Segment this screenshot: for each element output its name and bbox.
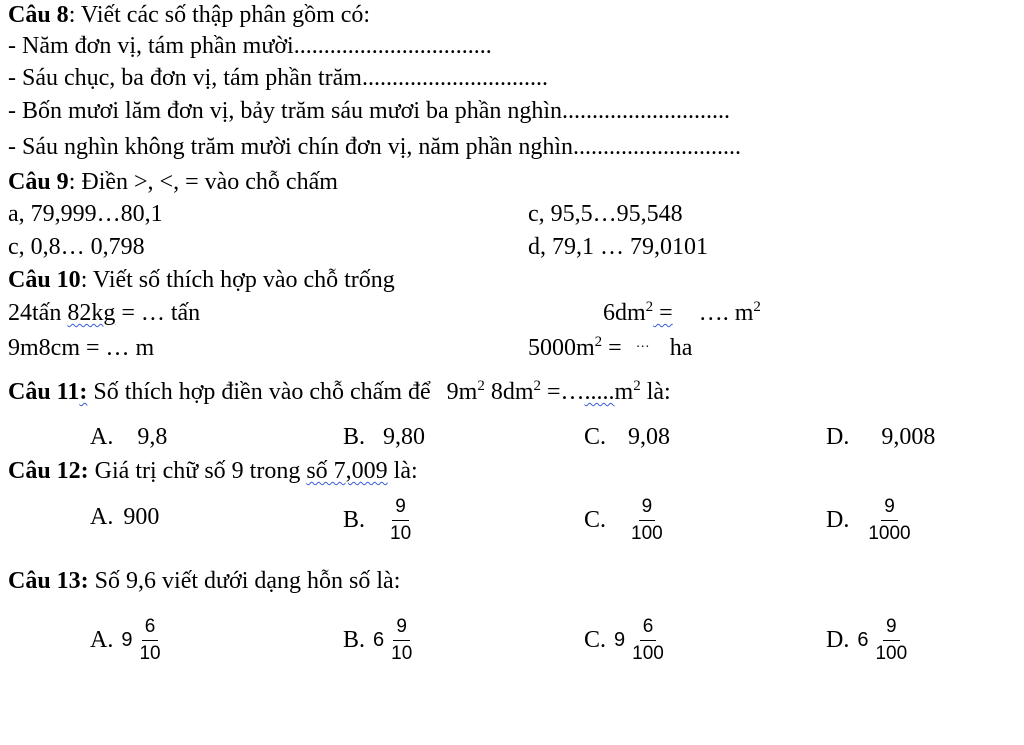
q10-row1-left — [8, 298, 200, 328]
q12-option-a-letter: A. — [90, 504, 114, 530]
q11-option-b[interactable] — [343, 422, 425, 452]
q10-r1-exp1: 2 — [645, 299, 654, 315]
q13-option-c-denominator: 100 — [632, 642, 664, 664]
q11-option-c-letter: C. — [584, 424, 607, 450]
q9-label: Câu 9 — [8, 169, 69, 195]
q11-expr-a: 9m — [446, 379, 478, 405]
q13-label: Câu 13: — [8, 568, 89, 594]
q11-option-c-value: 9,08 — [628, 424, 671, 450]
q10-row1-right — [603, 298, 761, 328]
q8-title — [8, 0, 370, 30]
q11-colon: : — [79, 379, 88, 405]
q13-option-d-numerator: 9 — [883, 616, 900, 641]
q13-option-a-denominator: 10 — [139, 642, 161, 664]
q8-text: : Viết các số thập phân gồm có: — [68, 2, 371, 28]
q12-option-c-denominator: 100 — [631, 522, 663, 544]
q13-option-a-numerator: 6 — [142, 616, 159, 641]
q13-title — [8, 566, 400, 596]
q8-item-3 — [8, 96, 730, 126]
q11-expr-b: 8dm — [484, 379, 534, 405]
q9-a: a, 79,999…80,1 — [8, 201, 163, 227]
q9-c: c, 95,5…95,548 — [528, 201, 683, 227]
q8-item-3-text: - Bốn mươi lăm đơn vị, bảy trăm sáu mươi ba phần nghìn — [8, 98, 563, 124]
q13-option-d[interactable] — [826, 610, 910, 670]
q10-r1-left-a: 24tấn — [8, 300, 68, 326]
q12-option-b-letter: B. — [343, 507, 366, 533]
q13-option-b-mixed — [373, 616, 415, 665]
q12-option-d-denominator: 1000 — [868, 522, 911, 544]
q13-option-d-whole: 6 — [857, 629, 869, 651]
q11-option-a-value: 9,8 — [137, 424, 168, 450]
q12-option-b-fraction — [387, 496, 414, 545]
q12-option-c[interactable] — [584, 490, 666, 550]
q10-r2-right-dots: ··· — [635, 340, 650, 355]
q13-option-a-mixed — [121, 616, 163, 665]
q12-option-a-value: 900 — [123, 504, 160, 530]
q13-option-a-letter: A. — [90, 627, 114, 653]
q13-option-a-fraction — [136, 616, 163, 665]
q12-option-a[interactable] — [90, 502, 159, 532]
q9-b: c, 0,8… 0,798 — [8, 234, 145, 260]
q8-item-4-dots: ............................ — [573, 134, 741, 160]
q11-text: Số thích hợp điền vào chỗ chấm để — [87, 379, 437, 405]
q12-option-d[interactable] — [826, 490, 914, 550]
q11-option-a[interactable] — [90, 422, 167, 452]
q12-label: Câu 12: — [8, 458, 89, 484]
q9-text: : Điền >, <, = vào chỗ chấm — [68, 169, 338, 195]
q10-label: Câu 10 — [8, 267, 81, 293]
q12-option-d-letter: D. — [826, 507, 850, 533]
q13-option-c-numerator: 6 — [640, 616, 657, 641]
q10-r2-right-b: = — [602, 335, 622, 361]
q12-option-b-denominator: 10 — [390, 522, 412, 544]
q13-option-b-denominator: 10 — [391, 642, 413, 664]
q11-label: Câu 11 — [8, 379, 80, 405]
q12-title — [8, 456, 418, 486]
q10-title — [8, 265, 395, 295]
q13-option-a[interactable] — [90, 610, 164, 670]
q10-r1-left-kg: 82kg — [67, 300, 116, 326]
q12-option-d-fraction — [865, 496, 913, 545]
q13-option-b[interactable] — [343, 610, 415, 670]
q11-exp1: 2 — [477, 378, 485, 394]
q11-option-d-value: 9,008 — [881, 424, 936, 450]
q10-row2-left: 9m8cm = … m — [8, 335, 155, 361]
q10-r2-right-a: 5000m — [528, 335, 595, 361]
q13-option-c[interactable] — [584, 610, 667, 670]
q13-option-b-fraction — [388, 616, 415, 665]
q8-item-4-text: - Sáu nghìn không trăm mười chín đơn vị, năm phần nghìn — [8, 134, 573, 160]
q11-expr-dots: ..... — [584, 379, 615, 405]
q8-label: Câu 8 — [8, 2, 69, 28]
q10-r1-exp2: 2 — [753, 299, 761, 315]
q11-option-c[interactable] — [584, 422, 670, 452]
q11-expr-c: =… — [540, 379, 585, 405]
q13-option-a-whole: 9 — [121, 629, 133, 651]
q11-exp3: 2 — [633, 378, 641, 394]
q8-item-1-text: - Năm đơn vị, tám phần mười — [8, 33, 294, 59]
q10-r1-right-a: 6dm — [603, 300, 646, 326]
q13-option-b-letter: B. — [343, 627, 366, 653]
q10-r1-right-eq: = — [653, 300, 673, 326]
q8-item-2-dots: ............................... — [361, 65, 548, 91]
q13-option-b-numerator: 9 — [393, 616, 410, 641]
q13-option-c-fraction — [629, 616, 667, 665]
q11-expr-tail: là: — [640, 379, 671, 405]
q12-option-c-numerator: 9 — [639, 496, 656, 521]
q12-option-b-numerator: 9 — [392, 496, 409, 521]
q9-title — [8, 167, 338, 197]
q10-r2-exp: 2 — [594, 334, 603, 350]
q13-option-d-denominator: 100 — [875, 642, 908, 664]
q13-option-d-fraction — [872, 616, 910, 665]
q10-r2-right-unit: ha — [669, 335, 693, 361]
q12-option-c-fraction — [628, 496, 666, 545]
q8-item-1-dots: ................................. — [293, 33, 492, 59]
q13-option-d-letter: D. — [826, 627, 850, 653]
q10-r1-right-b: …. m — [698, 300, 754, 326]
q11-option-d[interactable] — [826, 422, 935, 452]
q11-option-b-value: 9,80 — [383, 424, 426, 450]
q13-option-c-letter: C. — [584, 627, 607, 653]
q13-option-d-mixed — [857, 616, 910, 665]
q12-option-d-numerator: 9 — [881, 496, 898, 521]
q8-item-3-dots: ............................ — [562, 98, 731, 124]
q12-text-b: số 7,009 — [306, 458, 388, 484]
q11-option-d-letter: D. — [826, 424, 850, 450]
q11-expr-d: m — [614, 379, 634, 405]
q13-option-b-whole: 6 — [373, 629, 385, 651]
q11-option-b-letter: B. — [343, 424, 366, 450]
q8-item-4 — [8, 132, 741, 162]
q11-option-a-letter: A. — [90, 424, 114, 450]
q12-option-c-letter: C. — [584, 507, 607, 533]
q10-r1-left-b: = … tấn — [115, 300, 201, 326]
q11-title — [8, 377, 671, 407]
q9-d: d, 79,1 … 79,0101 — [528, 234, 708, 260]
q13-text: Số 9,6 viết dưới dạng hỗn số là: — [88, 568, 401, 594]
q8-item-2-text: - Sáu chục, ba đơn vị, tám phần trăm — [8, 65, 362, 91]
q8-item-2 — [8, 63, 548, 93]
q13-option-c-mixed — [614, 616, 667, 665]
q13-option-c-whole: 9 — [614, 629, 626, 651]
q12-option-b[interactable] — [343, 490, 414, 550]
q12-text-a: Giá trị chữ số 9 trong — [88, 458, 307, 484]
q10-text: : Viết số thích hợp vào chỗ trống — [80, 267, 395, 293]
q10-row2-right — [528, 333, 692, 363]
q12-text-c: là: — [387, 458, 418, 484]
q11-exp2: 2 — [533, 378, 541, 394]
q8-item-1 — [8, 31, 492, 61]
